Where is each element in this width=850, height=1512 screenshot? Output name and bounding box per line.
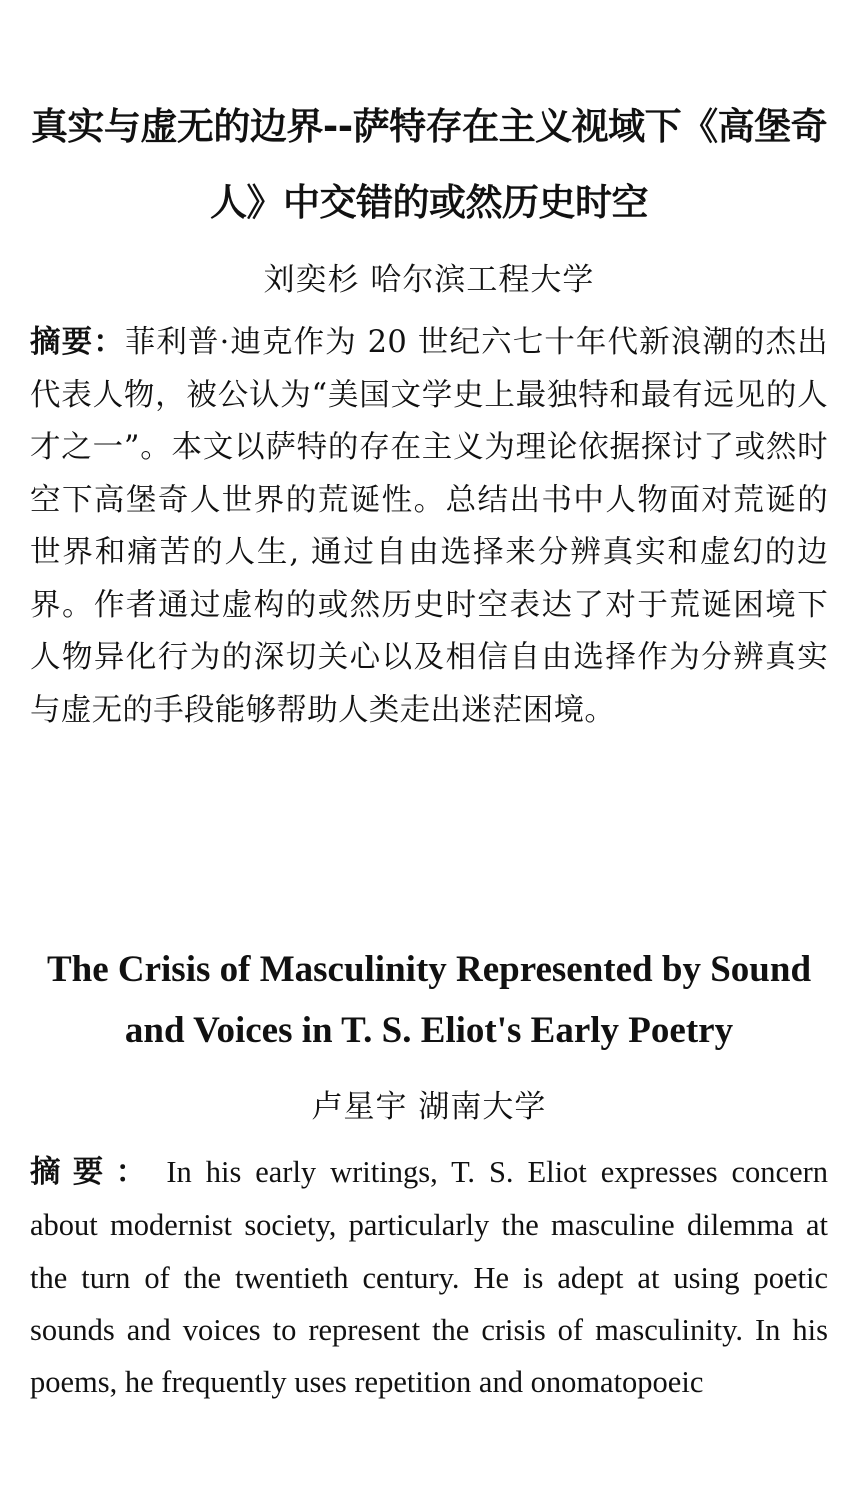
article-1-abstract-label: 摘要： xyxy=(30,325,125,360)
article-2-abstract-text: In his early writings, T. S. Eliot expresses concern about modernist society, particularly the masculine dilemma at the turn of the twentieth century. He is adept at using poetic sounds and voices to represent the crisis of masculinity. In his poems, he frequently uses repetition and onomatopoeic xyxy=(30,1155,829,1400)
article-1 xyxy=(30,89,828,737)
article-1-abstract xyxy=(30,317,828,737)
article-2 xyxy=(30,939,828,1408)
article-2-author: 卢星宇 湖南大学 xyxy=(311,1089,547,1125)
article-1-title: 真实与虚无的边界--萨特存在主义视域下《高堡奇人》中交错的或然历史时空 xyxy=(30,105,828,224)
article-2-title: The Crisis of Masculinity Represented by Sound and Voices in T. S. Eliot's Early Poetry xyxy=(46,949,812,1051)
article-2-abstract xyxy=(30,1146,828,1408)
article-2-abstract-label: 摘要： xyxy=(30,1155,159,1190)
article-1-author: 刘奕杉 哈尔滨工程大学 xyxy=(263,262,595,298)
article-1-abstract-text: 菲利普·迪克作为 20 世纪六七十年代新浪潮的杰出代表人物，被公认为“美国文学史上最独特和最有远见的人才之一”。本文以萨特的存在主义为理论依据探讨了或然时空下高堡奇人世界的荒诞性。总结出书中人物面对荒诞的世界和痛苦的人生, 通过自由选择来分辨真实和虚幻的边界。作者通过虚构的或然历史时空表达了对于荒诞困境下人物异化行为的深切关心以及相信自由选择作为分辨真实与虚无的手段能够帮助人类走出迷茫困境。 xyxy=(30,325,828,728)
